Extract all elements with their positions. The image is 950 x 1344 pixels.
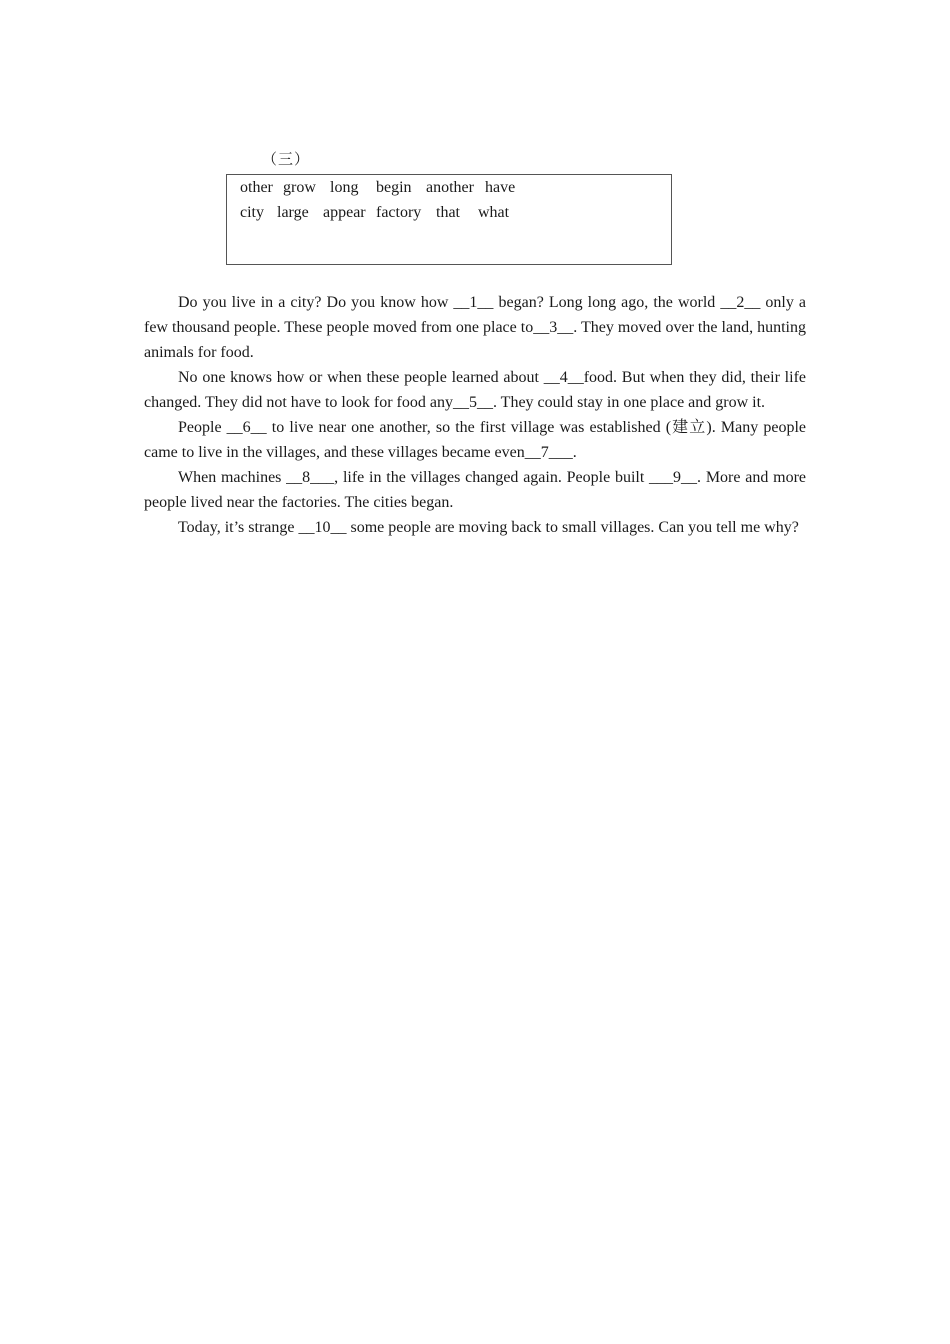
word-bank-box xyxy=(226,174,672,265)
word-bank-item: appear xyxy=(323,204,366,221)
word-bank-item: large xyxy=(277,204,309,221)
word-bank-item: factory xyxy=(376,204,422,221)
cloze-passage xyxy=(144,290,806,540)
word-bank-item: what xyxy=(478,204,510,221)
word-bank-item: long xyxy=(330,179,359,196)
word-bank-row-2 xyxy=(240,203,509,223)
word-bank-item: grow xyxy=(283,179,316,196)
passage-paragraph-2: No one knows how or when these people learned about __4__food. But when they did, their life changed. They did not have to look for food any__5__. They could stay in one place and grow it. xyxy=(144,369,806,411)
word-bank-item: city xyxy=(240,204,264,221)
word-bank-item: that xyxy=(436,204,460,221)
passage-paragraph-5: Today, it’s strange __10__ some people are moving back to small villages. Can you tell me why? xyxy=(178,519,799,536)
passage-paragraph-4: When machines __8___, life in the villages changed again. People built ___9__. More and more people lived near the factories. The cities began. xyxy=(144,469,806,511)
word-bank-item: begin xyxy=(376,179,412,196)
passage-paragraph-3: People __6__ to live near one another, so the first village was established (建立). Many people came to live in the villages, and these villages became even__7___. xyxy=(144,419,806,461)
section-label: （三） xyxy=(262,152,311,168)
word-bank-row-1 xyxy=(240,178,515,198)
word-bank-item: have xyxy=(485,179,516,196)
word-bank-item: another xyxy=(426,179,474,196)
word-bank-item: other xyxy=(240,179,273,196)
passage-paragraph-1: Do you live in a city? Do you know how __1__ began? Long long ago, the world __2__ only a few thousand people. These people moved from one place to__3__. They moved over the land, hunting animals for food. xyxy=(144,294,806,361)
